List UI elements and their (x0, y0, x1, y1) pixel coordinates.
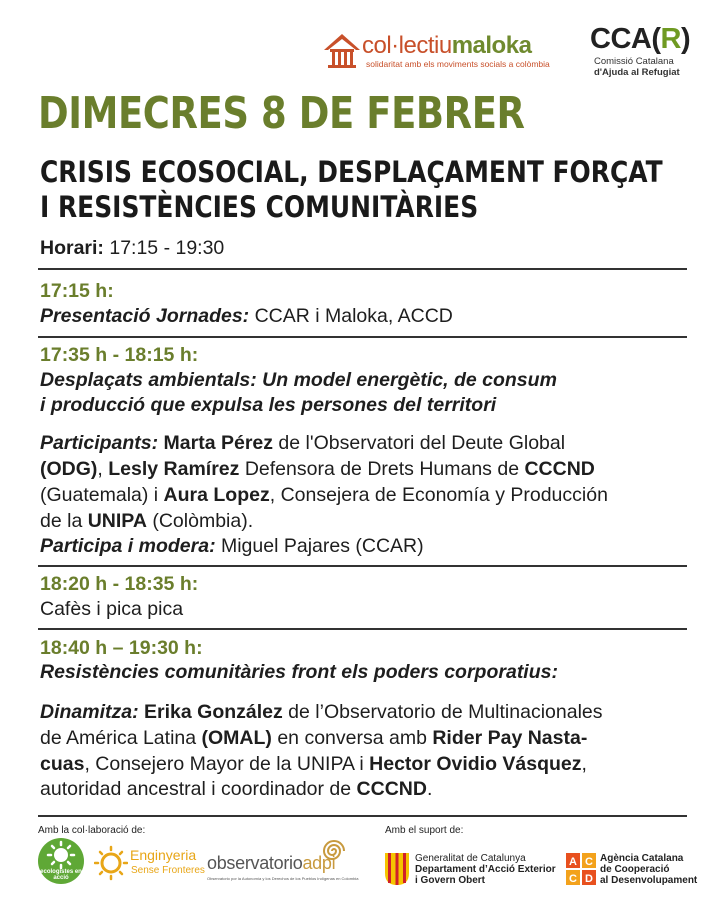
accd-text: Agència Catalana de Cooperació al Desenvolupament (600, 853, 698, 886)
collab-label: Amb la col·laboració de: (38, 825, 146, 836)
observatorio-sub: Observatorio por la Autonomía y los Derechos de los Pueblos Indígenas en Colombia (207, 876, 359, 881)
date-title: DIMECRES 8 DE FEBRER (38, 88, 525, 139)
divider (38, 336, 687, 338)
observatorio-adpi-logo (207, 836, 357, 886)
maloka-logo (322, 30, 572, 74)
dinamitza-line: Dinamitza: Erika González de l’Observatorio de Multinacionales (40, 701, 603, 723)
divider (38, 565, 687, 567)
session-time: 17:15 h: (40, 280, 114, 302)
dinamitza-line: cuas, Consejero Mayor de la UNIPA i Hector Ovidio Vásquez, (40, 753, 587, 775)
session-time: 18:20 h - 18:35 h: (40, 573, 199, 595)
svg-text:D: D (585, 873, 593, 885)
ccar-logo (590, 24, 705, 84)
ccar-subtitle: Comissió Catalana d'Ajuda al Refugiat (594, 56, 680, 78)
ecologistes-text: ecologistes en acció (40, 869, 82, 881)
session-title: i producció que expulsa les persones del territori (40, 394, 497, 416)
accd-logo (566, 853, 716, 889)
divider (38, 268, 687, 270)
maloka-tagline: solidaritat amb els moviments socials a colòmbia (366, 59, 550, 69)
generalitat-text: Generalitat de Catalunya Departament d’Acció Exterior i Govern Obert (415, 853, 556, 886)
session-title: Resistències comunitàries front els poders corporatius: (40, 661, 558, 683)
dinamitza-line: autoridad ancestral i coordinador de CCCND. (40, 778, 433, 800)
session-title: Desplaçats ambientals: Un model energètic, de consum (40, 369, 557, 391)
session-presentation: Presentació Jornades: CCAR i Maloka, ACCD (40, 305, 453, 327)
maloka-name: col·lectiumaloka (362, 32, 532, 59)
dinamitza-line: de América Latina (OMAL) en conversa amb Rider Pay Nasta- (40, 727, 588, 749)
esf-logo (94, 843, 204, 883)
horari: Horari: 17:15 - 19:30 (40, 237, 225, 259)
esf-sub: Sense Fronteres (131, 865, 205, 876)
esf-sun-icon (94, 845, 128, 881)
ecologistes-logo (38, 838, 84, 884)
participants-line: Participants: Marta Pérez de l'Observatori del Deute Global (40, 432, 566, 454)
accd-mark-icon (566, 853, 596, 885)
session-time: 18:40 h – 19:30 h: (40, 637, 203, 659)
ccar-mark: CCA(R) (590, 23, 691, 55)
observatorio-name: observatorioadpi (207, 853, 336, 873)
senyera-icon (385, 853, 409, 885)
svg-text:C: C (585, 856, 593, 868)
svg-text:C: C (569, 873, 577, 885)
svg-text:A: A (569, 856, 577, 868)
session-text: Cafès i pica pica (40, 598, 184, 620)
participants-line: de la UNIPA (Colòmbia). (40, 510, 254, 532)
sun-icon (38, 840, 84, 872)
participants-line: (Guatemala) i Aura Lopez, Consejera de Economía y Producción (40, 484, 608, 506)
divider (38, 815, 687, 817)
participants-line: (ODG), Lesly Ramírez Defensora de Drets Humans de CCCND (40, 458, 595, 480)
esf-name: Enginyeria (130, 847, 197, 863)
maloka-house-icon (322, 30, 362, 70)
moderator-line: Participa i modera: Miguel Pajares (CCAR) (40, 535, 424, 557)
divider (38, 628, 687, 630)
session-time: 17:35 h - 18:15 h: (40, 344, 199, 366)
event-title: CRISIS ECOSOCIAL, DESPLAÇAMENT FORÇAT I RESISTÈNCIES COMUNITÀRIES (40, 155, 663, 224)
generalitat-logo (385, 853, 560, 889)
support-label: Amb el suport de: (385, 825, 464, 836)
